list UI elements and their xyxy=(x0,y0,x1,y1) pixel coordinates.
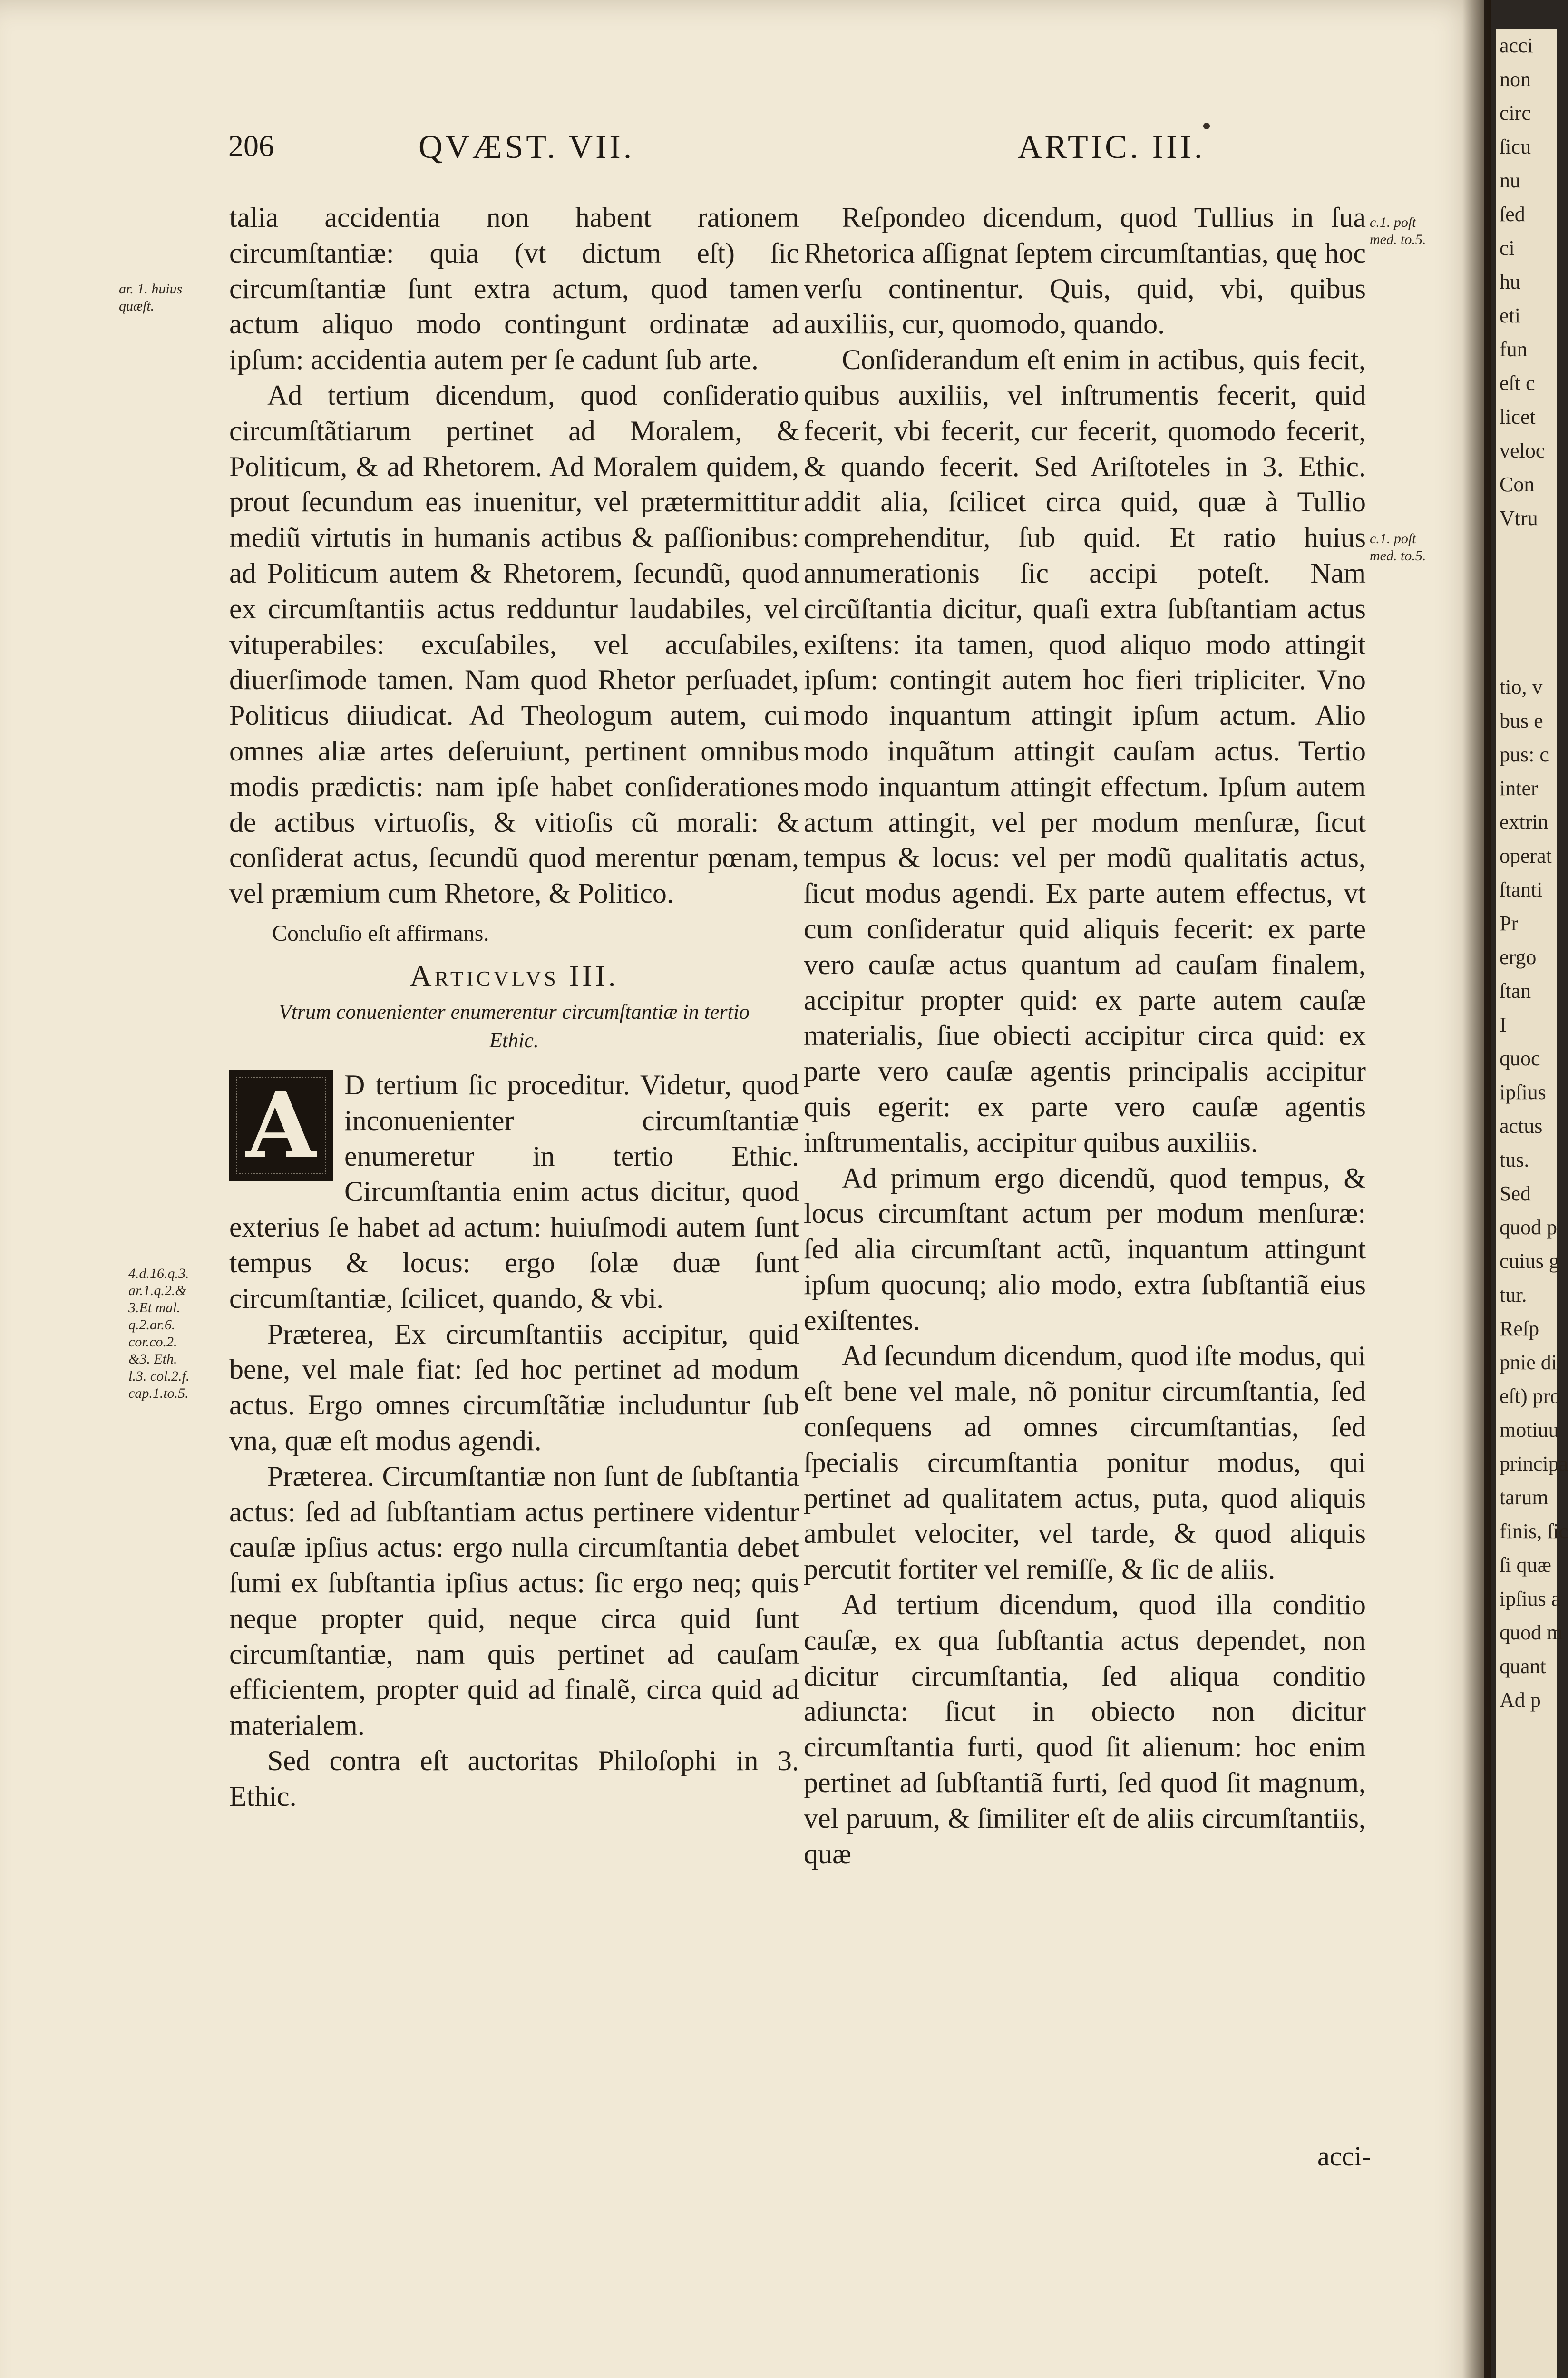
adjacent-page-fragment: finis, ſic xyxy=(1500,1520,1568,1543)
adjacent-page-fragment: tus. xyxy=(1500,1148,1529,1171)
left-text-column xyxy=(229,200,799,1814)
article-question: Vtrum conuenienter enumerentur circumſtantiæ in tertio Ethic. xyxy=(278,1000,750,1052)
adjacent-page-fragment: tio, v xyxy=(1500,675,1543,699)
paragraph: Sed contra eſt auctoritas Philoſophi in 3. Ethic. xyxy=(229,1745,799,1812)
adjacent-page-fragment: acci xyxy=(1500,34,1533,57)
adjacent-page-fragment xyxy=(1496,603,1557,636)
running-head-right: ARTIC. III. xyxy=(1018,129,1206,166)
adjacent-page-fragment: inter xyxy=(1500,777,1538,800)
adjacent-page-fragment: Sed xyxy=(1500,1182,1531,1205)
adjacent-page-fragment: quod p xyxy=(1500,1216,1557,1239)
adjacent-page-fragment: eti xyxy=(1500,304,1520,327)
decorated-initial: A xyxy=(229,1070,333,1181)
adjacent-page-fragment: cuius g xyxy=(1500,1249,1559,1273)
paragraph: D tertium ſic proceditur. Videtur, quod inconuenienter circumſtantiæ enumeretur in tertio Ethic. Circumſtantia enim actus dicitur, quod exterius ſe habet ad actum: huiuſmodi autem ſunt tempus & locus: ergo ſolæ duæ ſunt circumſtantiæ, ſcilicet, quando, & vbi. xyxy=(229,1069,799,1314)
adjacent-page-fragment: eſt) pro xyxy=(1500,1384,1561,1408)
adjacent-page-fragment: pnie di xyxy=(1500,1351,1557,1374)
paragraph: Præterea, Ex circumſtantiis accipitur, quid bene, vel male fiat: ſed hoc pertinet ad modum actus. Ergo omnes circumſtãtiæ includuntur ſub vna, quæ eſt modus agendi. xyxy=(229,1318,799,1456)
paragraph: Ad ſecundum dicendum, quod iſte modus, qui eſt bene vel male, nõ ponitur circumſtantia, ſed conſequens ad omnes circumſtantias, ſed ſpecialis circumſtantia ponitur modus, qui pertinet ad qualitatem actus, puta, quod aliquis ambulet velociter, vel tarde, & quod aliquis percutit fortiter vel remiſſe, & ſic de aliis. xyxy=(804,1340,1366,1585)
adjacent-page-fragment: tarum xyxy=(1500,1486,1549,1509)
adjacent-page-fragment: tur. xyxy=(1500,1283,1527,1306)
adjacent-page-fragment: ipſius a xyxy=(1500,1587,1561,1610)
adjacent-page-fragment: ergo xyxy=(1500,945,1537,969)
adjacent-page-fragment: Con xyxy=(1500,473,1535,496)
page-number: 206 xyxy=(228,129,274,163)
adjacent-page-fragment: fun xyxy=(1500,338,1528,361)
paragraph: Ad tertium dicendum, quod illa conditio cauſæ, ex qua ſubſtantia actus dependet, non dicitur circumſtantia, ſed aliqua conditio adiuncta: ſicut in obiecto non dicitur circumſtantia furti, quod ſit alienum: hoc enim pertinet ad ſubſtantiã furti, ſed quod ſit magnum, vel paruum, & ſimiliter eſt de aliis circumſtantiis, quæ xyxy=(804,1589,1366,1870)
paragraph: Conſiderandum eſt enim in actibus, quis fecit, quibus auxiliis, vel inſtrumentis fecerit, quid fecerit, vbi fecerit, cur fecerit, quomodo fecerit, & quando fecerit. Sed Ariſtoteles in 3. Ethic. addit alia, ſcilicet circa quid, quæ à Tullio comprehenditur, ſub quid. Et ratio huius annumerationis ſic accipi poteſt. Nam circũſtantia dicitur, quaſi extra ſubſtantiam actus exiſtens: ita tamen, quod aliquo modo attingit ipſum: contingit autem hoc fieri tripliciter. Vno modo inquantum attingit ipſum actum. Alio modo inquãtum attingit cauſam actus. Tertio modo inquantum attingit effectum. Ipſum autem actum attingit, vel per modum menſuræ, ſicut tempus & locus: vel per modũ qualitatis actus, ſicut modus agendi. Ex parte autem effectus, vt cum conſideratur quid aliquis fecerit: ex parte vero cauſæ actus quantum ad cauſam finalem, accipitur propter quid: ex parte autem cauſæ materialis, ſiue obiecti accipitur circa quid: ex parte vero cauſæ agentis principalis accipitur quis egerit: ex parte vero cauſæ agentis inſtrumentalis, accipitur quibus auxiliis. xyxy=(804,344,1366,1158)
adjacent-page-fragment: circ xyxy=(1500,101,1531,125)
adjacent-page-fragment: operat xyxy=(1500,844,1552,867)
margin-note: ar. 1. huius quæſt. xyxy=(119,281,183,314)
adjacent-page-fragment: Ad p xyxy=(1500,1688,1541,1712)
adjacent-page-fragment: quod m xyxy=(1500,1621,1563,1644)
adjacent-page-fragment: ſicu xyxy=(1500,135,1531,158)
adjacent-page-fragment: Vtru xyxy=(1500,507,1538,530)
adjacent-page-fragment: Reſp xyxy=(1500,1317,1539,1340)
adjacent-page-fragment: eſt c xyxy=(1500,371,1535,395)
adjacent-page-fragment: hu xyxy=(1500,270,1520,293)
adjacent-page-fragment: ſtan xyxy=(1500,979,1531,1003)
paragraph: talia accidentia non habent rationem circumſtantiæ: quia (vt dictum eſt) ſic circumſtantiæ ſunt extra actum, quod tamen actum aliquo modo contingunt ordinatæ ad ipſum: accidentia autem per ſe cadunt ſub arte. xyxy=(229,202,799,376)
paragraph: Reſpondeo dicendum, quod Tullius in ſua Rhetorica aſſignat ſeptem circumſtantias, quę hoc verſu continentur. Quis, quid, vbi, quibus auxiliis, cur, quomodo, quando. xyxy=(804,202,1366,340)
paragraph: Ad tertium dicendum, quod conſideratio circumſtãtiarum pertinet ad Moralem, & Politicum, & ad Rhetorem. Ad Moralem quidem, prout ſecundum eas inuenitur, vel prætermittitur mediũ virtutis in humanis actibus & paſſionibus: ad Politicum autem & Rhetorem, ſecundũ, quod ex circumſtantiis actus redduntur laudabiles, vel vituperabiles: excuſabiles, vel accuſabiles, diuerſimode tamen. Nam quod Rhetor perſuadet, Politicus diiudicat. Ad Theologum autem, cui omnes aliæ artes deſeruiunt, pertinent omnibus modis prædictis: nam ipſe habet conſiderationes de actibus virtuoſis, & vitioſis cũ morali: & conſiderat actus, ſecundũ quod merentur pœnam, vel præmium cum Rhetore, & Politico. xyxy=(229,379,799,909)
margin-note: 4.d.16.q.3. ar.1.q.2.& 3.Et mal. q.2.ar.6. cor.co.2. &3. Eth. l.3. col.2.f. cap.1.to.5. xyxy=(128,1266,190,1401)
paragraph: Ad primum ergo dicendũ, quod tempus, & locus circumſtant actum per modum menſuræ: ſed alia circumſtant actũ, inquantum attingunt ipſum quocunq; alio modo, extra ſubſtantiã eius exiſtentes. xyxy=(804,1162,1366,1336)
adjacent-page-fragment: ſi quæ xyxy=(1500,1553,1551,1577)
adjacent-page-fragment xyxy=(1496,636,1557,670)
adjacent-page-fragment: pus: c xyxy=(1500,743,1549,766)
adjacent-page-fragment: I xyxy=(1500,1013,1507,1036)
adjacent-page-fragment: non xyxy=(1500,68,1531,91)
running-head-left: QVÆST. VII. xyxy=(419,129,635,166)
article-opening xyxy=(229,1067,799,1316)
adjacent-page-fragment: ſed xyxy=(1500,203,1525,226)
adjacent-page-fragment: actus xyxy=(1500,1114,1543,1138)
adjacent-page-fragment: ci xyxy=(1500,236,1515,260)
adjacent-page-fragment: Pr xyxy=(1500,912,1519,935)
adjacent-page-fragment: motiuu xyxy=(1500,1418,1559,1442)
adjacent-page-fragment: bus e xyxy=(1500,709,1543,732)
adjacent-page-fragment: ſtanti xyxy=(1500,878,1543,901)
adjacent-page-fragment: licet xyxy=(1500,405,1536,429)
margin-note: c.1. poſt med. to.5. xyxy=(1370,531,1426,564)
adjacent-page-fragment xyxy=(1496,569,1557,603)
adjacent-page-fragment: ipſius xyxy=(1500,1081,1546,1104)
gutter-shadow xyxy=(1462,0,1491,2378)
adjacent-page-fragment xyxy=(1496,535,1557,569)
adjacent-page-fragment: extrin xyxy=(1500,810,1549,834)
paragraph: Præterea. Circumſtantiæ non ſunt de ſubſtantia actus: ſed ad ſubſtantiam actus pertinere videntur cauſæ ipſius actus: ergo nulla circumſtantia debet ſumi ex ſubſtantia ipſius actus: ſic ergo neq; quis neque propter quid, neque circa quid ſunt circumſtantiæ, nam quis pertinet ad cauſam efficientem, propter quid ad finalẽ, circa quid ad materialem. xyxy=(229,1460,799,1741)
adjacent-page-fragment: principa xyxy=(1500,1452,1568,1475)
adjacent-page-edge xyxy=(1496,29,1568,2378)
adjacent-page-fragment: nu xyxy=(1500,169,1520,192)
catchword: acci- xyxy=(1317,2141,1371,2172)
adjacent-page-fragment: quoc xyxy=(1500,1047,1540,1070)
article-heading: Articvlvs III. xyxy=(409,958,619,993)
adjacent-page-fragment: quant xyxy=(1500,1655,1546,1678)
adjacent-page-fragment: veloc xyxy=(1500,439,1545,462)
right-text-column xyxy=(804,200,1366,1871)
margin-note: c.1. poſt med. to.5. xyxy=(1370,214,1426,247)
conclusion-line: Concluſio eſt affirmans. xyxy=(272,920,489,946)
